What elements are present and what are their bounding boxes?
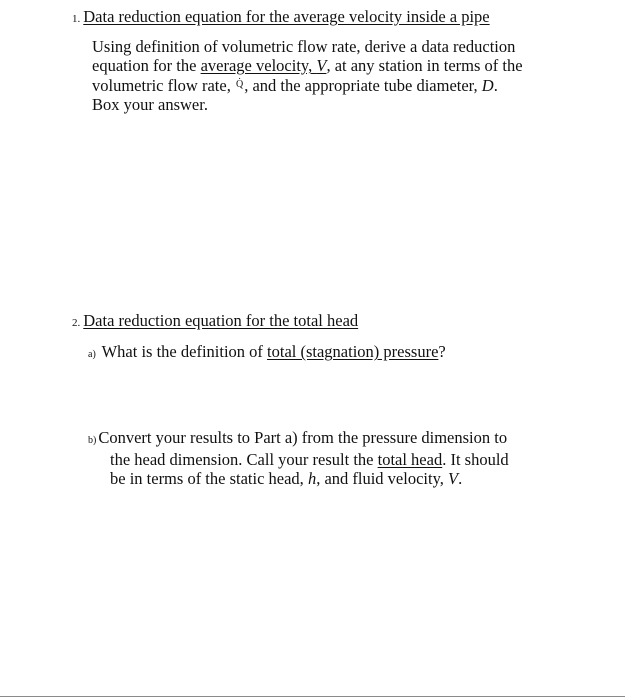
total-pressure-term: total (stagnation) pressure (267, 342, 439, 361)
q1-line3-mid: , and the appropriate tube diameter, (244, 76, 482, 95)
q2b-line-3 (88, 469, 509, 488)
q1-line2-text: equation for the (92, 56, 201, 75)
q1-body-line-2 (92, 56, 523, 75)
question-1-heading (72, 7, 490, 29)
q2b-line3-mid: , and fluid velocity, (316, 469, 449, 488)
page-bottom-divider (0, 696, 625, 697)
flow-rate-symbol: Q̇ (235, 79, 244, 90)
question-1-number: 1. (72, 13, 81, 25)
average-velocity-label: average velocity, (200, 56, 317, 75)
q2a-end: ? (438, 342, 446, 361)
average-velocity-term (201, 56, 327, 75)
q2a-label: a) (88, 349, 96, 360)
velocity-variable: V (316, 56, 327, 75)
question-2b (88, 428, 509, 488)
q2b-line1-text: Convert your results to Part a) from the pressure dimension to (98, 428, 508, 447)
q1-line2-tail: , at any station in terms of the (326, 56, 523, 75)
question-1-body (92, 37, 523, 114)
q2a-line (88, 342, 446, 364)
q2b-label: b) (88, 435, 97, 446)
q2a-text: What is the definition of (101, 342, 268, 361)
q2b-line3-text: be in terms of the static head, (110, 469, 308, 488)
q1-body-line-1: Using definition of volumetric flow rate, derive a data reduction (92, 37, 516, 56)
q2b-line3-end: . (458, 469, 463, 488)
question-1-title: Data reduction equation for the average velocity inside a pipe (83, 7, 490, 26)
q1-body-line-3 (92, 75, 523, 95)
q2b-line2-tail: . It should (442, 450, 509, 469)
diameter-variable: D (481, 76, 494, 95)
question-2-number: 2. (72, 317, 81, 329)
q2b-line2-text: the head dimension. Call your result the (110, 450, 378, 469)
question-2-heading (72, 311, 358, 333)
q1-line3-end: . (493, 76, 498, 95)
fluid-velocity-variable: V (448, 469, 459, 488)
q2b-line-1 (88, 428, 509, 450)
question-2a (88, 342, 446, 364)
total-head-term: total head (377, 450, 443, 469)
q1-body-line-4: Box your answer. (92, 95, 208, 114)
question-2-title: Data reduction equation for the total head (83, 311, 359, 330)
q2b-line-2 (88, 450, 509, 469)
static-head-variable: h (307, 469, 317, 488)
q1-line3-text: volumetric flow rate, (92, 76, 235, 95)
